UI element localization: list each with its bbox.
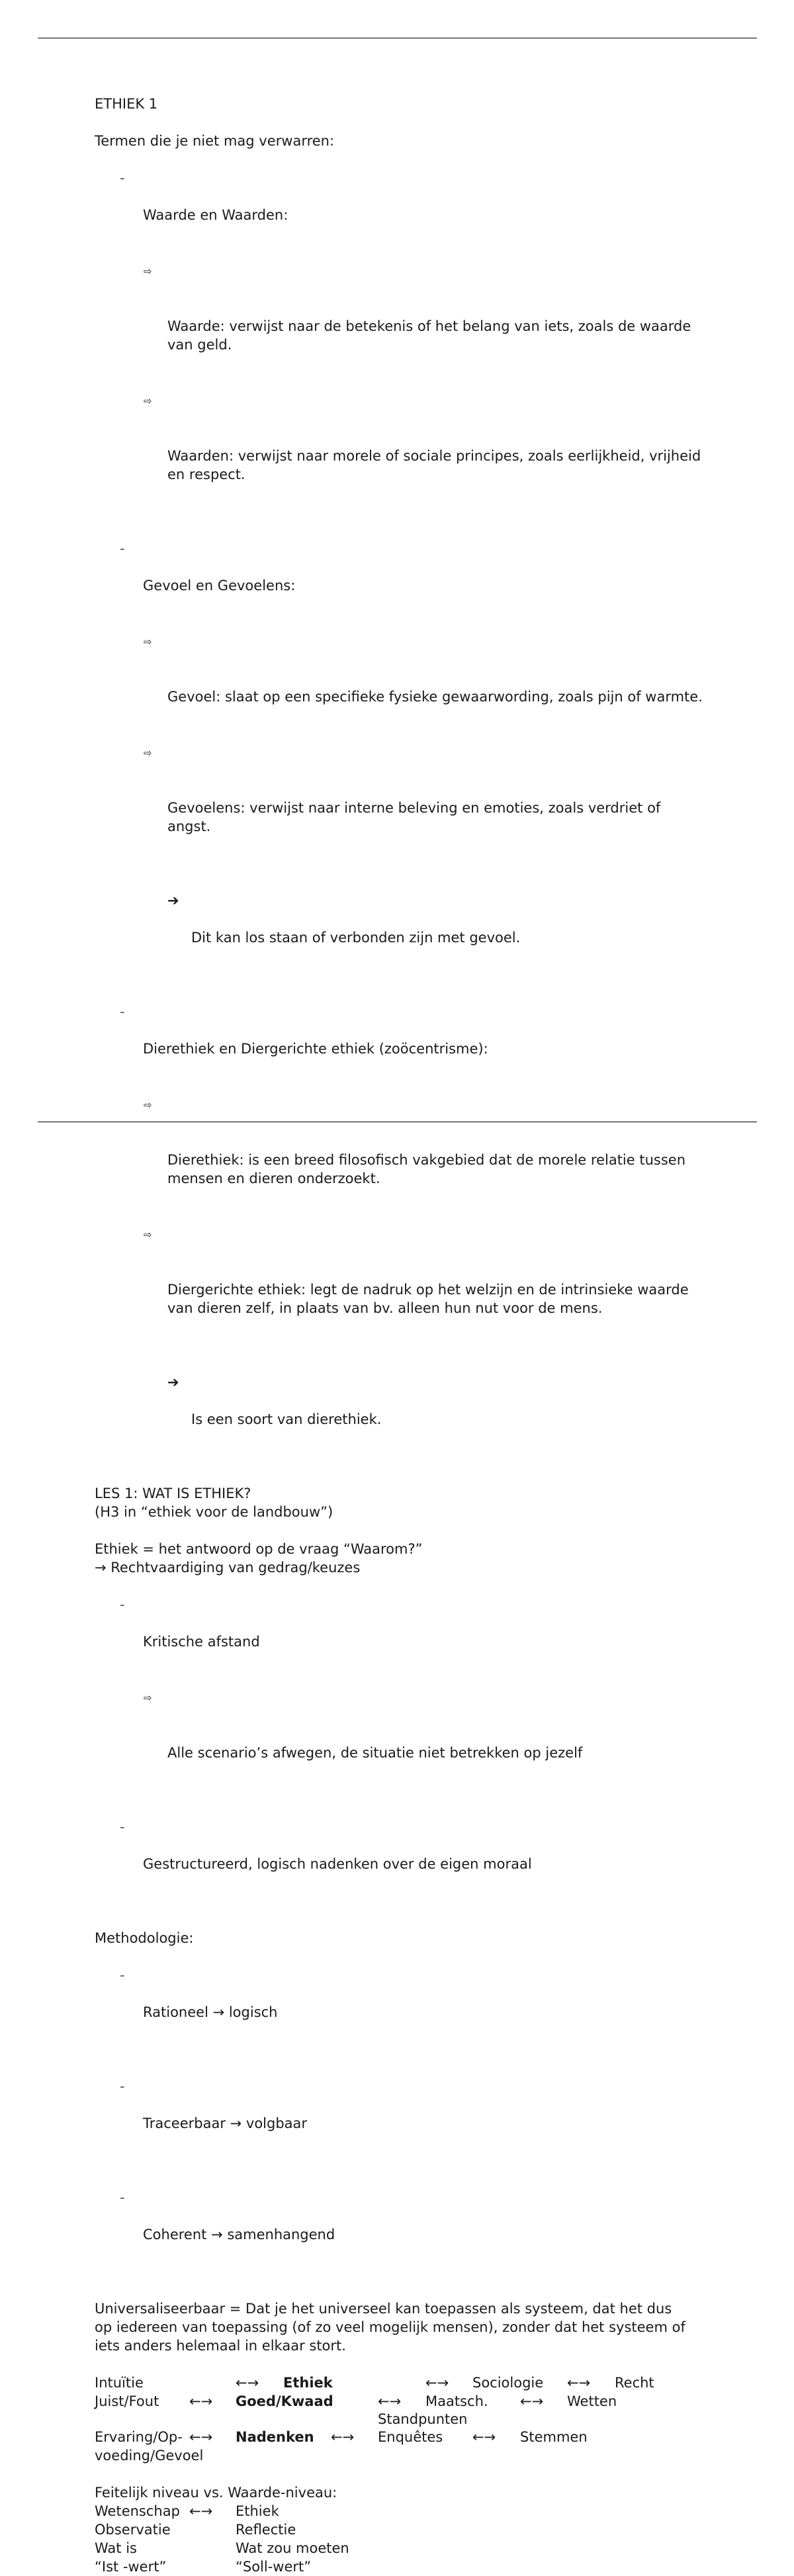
comparison-cell: Stemmen <box>520 2429 588 2445</box>
term-definition: ⇨ Dierethiek: is een breed filosofisch vakgebied dat de morele relatie tussen mensen en dieren onderzoekt. <box>95 1095 703 1225</box>
comparison-row <box>95 2428 703 2446</box>
hollow-arrow-icon: ⇨ <box>144 1099 152 1111</box>
comparison-cell: Wetten <box>567 2393 617 2409</box>
hollow-arrow-icon: ⇨ <box>144 636 152 648</box>
comparison-row-continued <box>95 2446 703 2465</box>
bold-arrow-icon: ➔ <box>167 1374 179 1390</box>
comparison-cell: voeding/Gevoel <box>95 2448 204 2464</box>
hollow-arrow-icon: ⇨ <box>144 265 152 277</box>
hollow-arrow-icon: ⇨ <box>144 747 152 759</box>
methodology-item: - Coherent → samenhangend <box>120 2190 335 2243</box>
comparison-cell: Ethiek <box>283 2375 333 2391</box>
term-definition: ⇨ Waarden: verwijst naar morele of sociale principes, zoals eerlijkheid, vrijheid en respect. <box>95 391 703 521</box>
hollow-arrow-icon: ⇨ <box>144 1229 152 1241</box>
comparison-cell: Juist/Fout <box>95 2393 159 2409</box>
term-group: - Gevoel en Gevoelens: <box>120 541 296 594</box>
comparison-cell: Enquêtes <box>378 2429 443 2445</box>
comparison-cell: Standpunten <box>378 2411 468 2427</box>
document-title: ETHIEK 1 <box>95 96 158 112</box>
comparison-cell: Maatsch. <box>425 2393 488 2409</box>
dash-bullet: - <box>120 170 125 186</box>
double-arrow-icon: ←→ <box>189 2393 213 2409</box>
double-arrow-icon: ←→ <box>472 2429 496 2445</box>
term-group: - Dierethiek en Diergerichte ethiek (zoöcentrisme): <box>120 1004 488 1057</box>
dash-bullet: - <box>120 1004 125 1020</box>
comparison-cell: Sociologie <box>472 2375 544 2391</box>
comparison-cell: Recht <box>615 2375 654 2391</box>
levels-left: “Ist -wert” <box>95 2559 167 2575</box>
methodology-item: - Traceerbaar → volgbaar <box>120 2078 308 2131</box>
term-definition: ⇨ Diergerichte ethiek: legt de nadruk op het welzijn en de intrinsieke waarde van dieren zelf, in plaats van bv. alleen hun nut voor de mens. <box>95 1225 703 1355</box>
term-note: ➔ Dit kan los staan of verbonden zijn met gevoel. <box>167 893 521 946</box>
levels-row <box>95 2557 703 2576</box>
double-arrow-icon: ←→ <box>236 2375 259 2391</box>
comparison-cell: Intuïtie <box>95 2375 144 2391</box>
universal-definition: Universaliseerbaar = Dat je het universeel kan toepassen als systeem, dat het dus op iedereen van toepassing (of zo veel mogelijk mensen), zonder dat het systeem of iets anders helemaal in elkaar stort. <box>95 2301 690 2354</box>
dash-bullet: - <box>120 541 125 556</box>
dash-bullet: - <box>120 1597 125 1613</box>
levels-right: “Soll-wert” <box>236 2559 312 2575</box>
comparison-cell: Goed/Kwaad <box>236 2393 333 2409</box>
double-arrow-icon: ←→ <box>378 2393 402 2409</box>
double-arrow-icon: ←→ <box>331 2429 355 2445</box>
bold-arrow-icon: ➔ <box>167 893 179 909</box>
methodology-heading: Methodologie: <box>95 1930 194 1946</box>
document-page <box>95 95 703 2576</box>
lesson-title: LES 1: WAT IS ETHIEK? <box>95 1486 251 1501</box>
levels-row <box>95 2502 703 2520</box>
hollow-arrow-icon: ⇨ <box>144 1692 152 1704</box>
comparison-cell: Ervaring/Op- <box>95 2429 183 2445</box>
hollow-arrow-icon: ⇨ <box>144 395 152 407</box>
lesson-point: - Kritische afstand <box>120 1597 260 1650</box>
levels-left: Wat is <box>95 2540 137 2556</box>
double-arrow-icon: ←→ <box>567 2375 591 2391</box>
ethics-definition: Ethiek = het antwoord op de vraag “Waarom?” <box>95 1541 423 1557</box>
dash-bullet: - <box>120 2190 125 2205</box>
double-arrow-icon: ←→ <box>189 2503 213 2519</box>
levels-right: Wat zou moeten <box>236 2540 349 2556</box>
dash-bullet: - <box>120 2078 125 2094</box>
lesson-point: - Gestructureerd, logisch nadenken over de eigen moraal <box>120 1819 532 1872</box>
levels-right: Reflectie <box>236 2522 296 2538</box>
justification-line: → Rechtvaardiging van gedrag/keuzes <box>95 1560 361 1576</box>
levels-right: Ethiek <box>236 2503 279 2519</box>
double-arrow-icon: ←→ <box>189 2429 213 2445</box>
comparison-row-continued <box>95 2411 703 2428</box>
methodology-item: - Rationeel → logisch <box>120 1967 278 2020</box>
comparison-row <box>95 2392 703 2411</box>
term-group: - Waarde en Waarden: <box>120 170 288 223</box>
term-definition: ⇨ Waarde: verwijst naar de betekenis of het belang van iets, zoals de waarde van geld. <box>95 261 703 391</box>
double-arrow-icon: ←→ <box>520 2393 544 2409</box>
term-definition: ⇨ Gevoel: slaat op een specifieke fysieke gewaarwording, zoals pijn of warmte. <box>95 632 703 743</box>
dash-bullet: - <box>120 1819 125 1835</box>
levels-row <box>95 2539 703 2557</box>
comparison-row <box>95 2374 703 2392</box>
levels-row <box>95 2520 703 2539</box>
levels-left: Observatie <box>95 2522 171 2538</box>
levels-heading: Feitelijk niveau vs. Waarde-niveau: <box>95 2485 337 2501</box>
terms-heading: Termen die je niet mag verwarren: <box>95 133 335 149</box>
term-definition: ⇨ Gevoelens: verwijst naar interne beleving en emoties, zoals verdriet of angst. <box>95 743 703 873</box>
comparison-cell: Nadenken <box>236 2429 314 2445</box>
dash-bullet: - <box>120 1967 125 1983</box>
lesson-subpoint: ⇨ Alle scenario’s afwegen, de situatie niet betrekken op jezelf <box>95 1688 703 1799</box>
levels-left: Wetenschap <box>95 2503 180 2519</box>
term-note: ➔ Is een soort van dierethiek. <box>167 1374 382 1427</box>
lesson-reference: (H3 in “ethiek voor de landbouw”) <box>95 1504 333 1520</box>
double-arrow-icon: ←→ <box>425 2375 449 2391</box>
